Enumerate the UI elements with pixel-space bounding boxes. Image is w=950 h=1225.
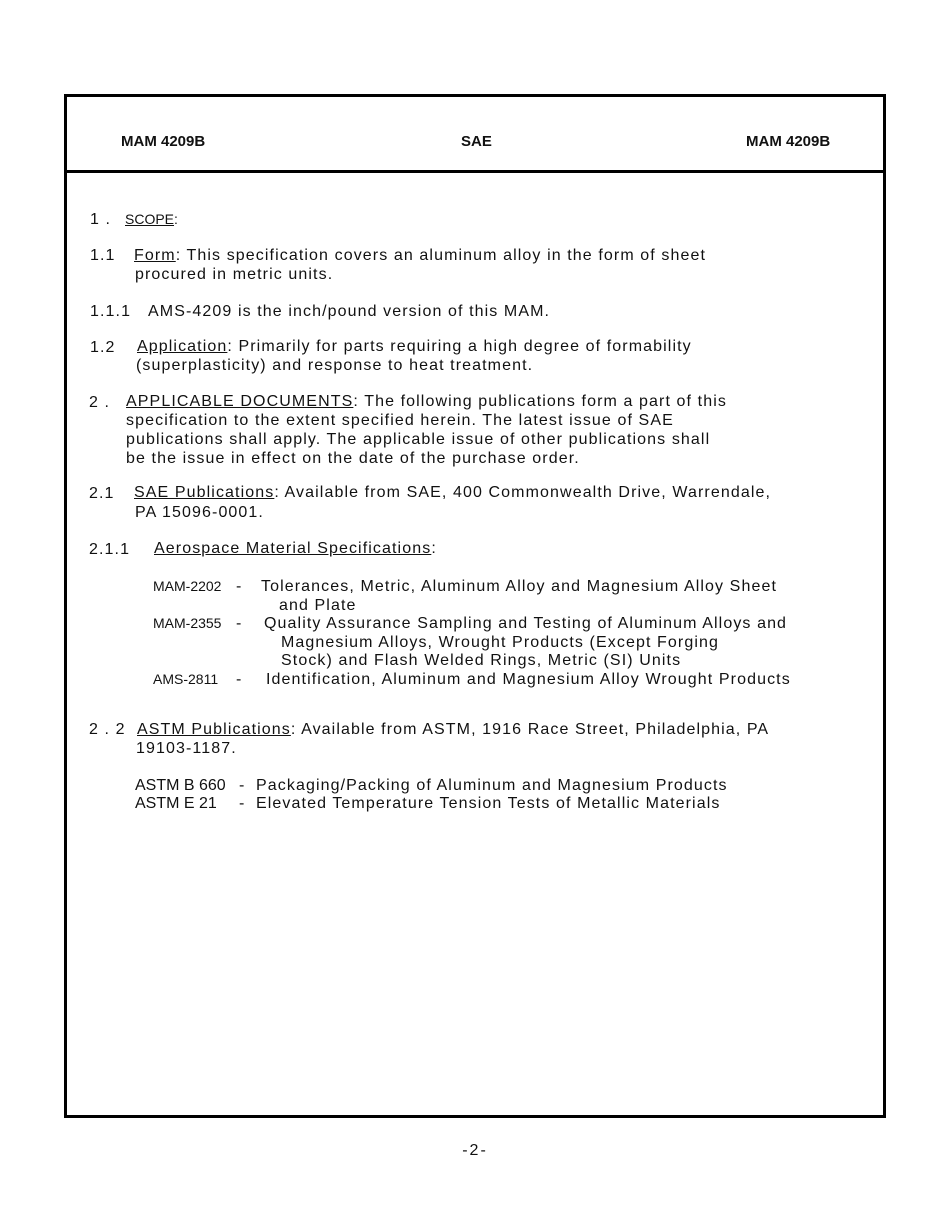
section-2-line-3: publications shall apply. The applicable issue of other publications shall [126,431,711,448]
spec-dash: - [236,615,243,632]
section-1-2-line-1 [137,337,692,356]
astm-dash: - [239,777,246,794]
section-2-2-line-1 [137,720,769,739]
section-2-1-title: SAE Publications [134,484,275,501]
section-1-1-line-2: procured in metric units. [135,266,334,283]
spec-code: AMS-2811 [153,671,219,687]
section-2-text: : The following publications form a part of this [353,393,727,410]
spec-title-line-1: Identification, Aluminum and Magnesium Alloy Wrought Products [266,671,791,688]
spec-code: MAM-2202 [153,578,222,594]
section-1-number: 1 . [90,211,112,228]
astm-code: ASTM E 21 [135,795,217,812]
section-2-2-line-2: 19103-1187. [136,740,237,757]
section-2-number: 2 . [89,394,111,411]
section-2-1-line-2: PA 15096-0001. [135,504,264,521]
astm-title: Packaging/Packing of Aluminum and Magnesium Products [256,777,728,794]
section-2-line-2: specification to the extent specified herein. The latest issue of SAE [126,412,674,429]
spec-dash: - [236,671,243,688]
astm-code: ASTM B 660 [135,777,226,794]
spec-code: MAM-2355 [153,615,222,631]
section-1-colon: : [174,211,178,227]
astm-dash: - [239,795,246,812]
section-2-1-number: 2.1 [89,485,115,502]
section-1-2-line-2: (superplasticity) and response to heat treatment. [136,357,534,374]
section-1-title: SCOPE [125,211,175,227]
section-2-1-1-colon: : [431,540,437,557]
astm-title: Elevated Temperature Tension Tests of Metallic Materials [256,795,721,812]
section-1-1-1-number: 1.1.1 [90,303,132,320]
section-2-title: APPLICABLE DOCUMENTS [126,393,354,410]
section-2-line-4: be the issue in effect on the date of the purchase order. [126,450,580,467]
spec-title-line-2: and Plate [279,597,357,614]
page-number: -2- [462,1142,488,1159]
section-2-2-title: ASTM Publications [137,721,291,738]
section-1-2-title: Application [137,338,228,355]
section-1-1-1-text: AMS-4209 is the inch/pound version of this MAM. [148,303,551,320]
section-2-1-1-heading [154,539,437,558]
section-2-1-1-title: Aerospace Material Specifications [154,540,432,557]
section-1-1-number: 1.1 [90,247,116,264]
section-2-1-line-1 [134,483,771,502]
section-1-1-title: Form [134,247,176,264]
spec-title-line-1: Quality Assurance Sampling and Testing of Aluminum Alloys and [264,615,788,632]
header-center-org: SAE [461,133,492,150]
section-2-1-1-number: 2.1.1 [89,541,131,558]
header-divider [67,170,883,173]
spec-title-line-2: Magnesium Alloys, Wrought Products (Except Forging [281,634,719,651]
section-2-2-number: 2 . 2 [89,721,126,738]
section-1-1-line-1 [134,246,706,265]
section-1-2-text: : Primarily for parts requiring a high degree of formability [227,338,692,355]
section-1-heading [125,210,178,229]
section-2-1-text: : Available from SAE, 400 Commonwealth Drive, Warrendale, [274,484,772,501]
section-2-2-text: : Available from ASTM, 1916 Race Street, Philadelphia, PA [290,721,770,738]
section-1-2-number: 1.2 [90,339,116,356]
spec-dash: - [236,578,243,595]
spec-title-line-3: Stock) and Flash Welded Rings, Metric (SI) Units [281,652,682,669]
section-1-1-text: : This specification covers an aluminum alloy in the form of sheet [175,247,707,264]
spec-title-line-1: Tolerances, Metric, Aluminum Alloy and Magnesium Alloy Sheet [261,578,777,595]
section-2-line-1 [126,392,727,411]
header-left-doc-id: MAM 4209B [121,133,206,150]
header-right-doc-id: MAM 4209B [746,133,831,150]
